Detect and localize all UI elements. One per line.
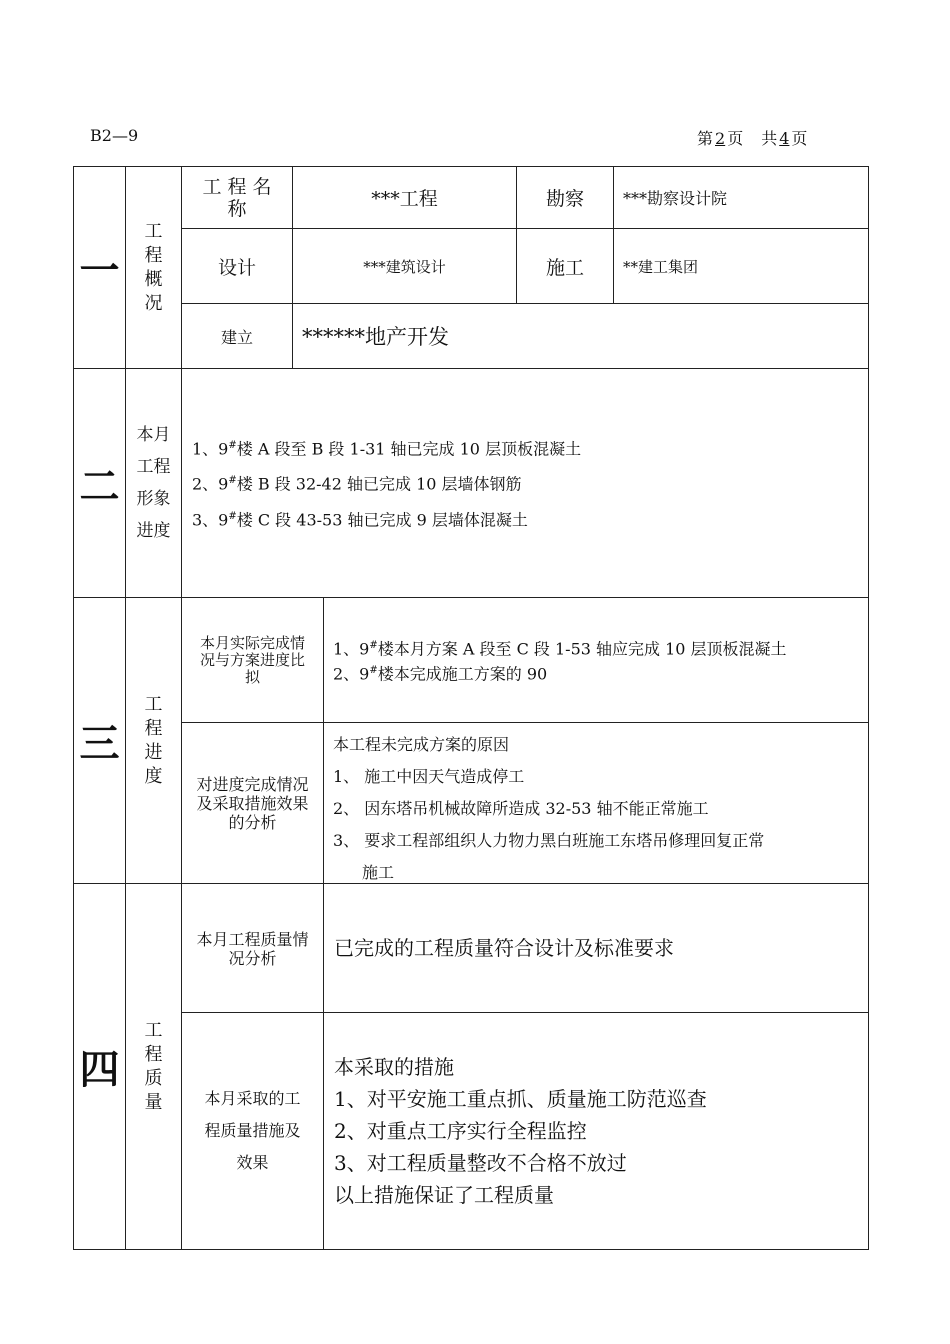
survey-label: 勘察 — [516, 166, 614, 229]
section3-row1-content — [323, 597, 869, 723]
progress-item: 3、9#楼 C 段 43-53 轴已完成 9 层墙体混凝土 — [192, 509, 528, 529]
section2-title-line: 形象 — [136, 489, 171, 509]
page-suffix: 页 — [791, 129, 808, 148]
design-value: ***建筑设计 — [292, 228, 517, 304]
plan-item: 2、9#楼本完成施工方案的 90 — [333, 664, 548, 684]
plan-item: 1、9#楼本月方案 A 段至 C 段 1-53 轴应完成 10 层顶板混凝土 — [333, 639, 787, 658]
quality-analysis: 已完成的工程质量符合设计及标准要求 — [334, 936, 674, 960]
design-label: 设计 — [181, 228, 293, 304]
project-name-label: 工 程 名 称 — [202, 175, 272, 220]
label-line: 本月采取的工 — [204, 1089, 301, 1108]
section3-title: 工程进度 — [144, 693, 163, 787]
progress-item: 1、9#楼 A 段至 B 段 1-31 轴已完成 10 层顶板混凝土 — [192, 439, 582, 459]
page-total: 4 — [779, 129, 790, 148]
section4-row2-content — [323, 1012, 869, 1250]
progress-item: 2、9#楼 B 段 32-42 轴已完成 10 层墙体钢筋 — [192, 474, 522, 494]
section2-content — [181, 368, 869, 598]
measure-line: 2、对重点工序实行全程监控 — [334, 1119, 587, 1143]
label-line: 效果 — [236, 1153, 269, 1172]
section3-row2-label-cell — [181, 722, 324, 884]
section2-title — [134, 419, 174, 547]
section4-row1-label: 本月工程质量情况分析 — [196, 930, 309, 968]
section3-row2-label: 对进度完成情况及采取措施效果的分析 — [196, 774, 309, 832]
section3-row2-content — [323, 722, 869, 884]
construction-label: 施工 — [516, 228, 614, 304]
page-total-prefix: 共 — [761, 129, 778, 148]
analysis-item: 1、 施工中因天气造成停工 — [333, 767, 525, 786]
section4-title-cell — [125, 883, 182, 1250]
section3-row1-label-cell — [181, 597, 324, 723]
measure-line: 本采取的措施 — [334, 1055, 454, 1079]
label-line: 程质量措施及 — [204, 1121, 301, 1140]
section4-row1-content — [323, 883, 869, 1013]
section3-number: 三 — [73, 597, 126, 884]
page-prefix: 第 — [697, 129, 714, 148]
section4-row1-label-cell — [181, 883, 324, 1013]
section4-number: 四 — [73, 883, 126, 1250]
builder-value: ******地产开发 — [292, 303, 869, 369]
construction-value: **建工集团 — [613, 228, 869, 304]
section1-number: 一 — [73, 166, 126, 369]
section4-row2-label — [204, 1083, 300, 1179]
section1-title: 工程概况 — [144, 220, 163, 314]
section3-title-cell — [125, 597, 182, 884]
page-indicator — [697, 126, 807, 149]
section1-title-cell — [125, 166, 182, 369]
page-middle: 页 — [727, 129, 744, 148]
measure-line: 1、对平安施工重点抓、质量施工防范巡查 — [334, 1087, 707, 1111]
form-code: B2—9 — [90, 126, 139, 145]
section4-title: 工程质量 — [144, 1019, 163, 1113]
section3-row1-label: 本月实际完成情况与方案进度比拟 — [200, 633, 306, 686]
page-current: 2 — [715, 129, 726, 148]
survey-value: ***勘察设计院 — [613, 166, 869, 229]
section4-row2-label-cell — [181, 1012, 324, 1250]
analysis-item: 3、 要求工程部组织人力物力黑白班施工东塔吊修理回复正常 — [333, 831, 765, 850]
analysis-continuation: 施工 — [362, 863, 395, 882]
section2-title-line: 进度 — [136, 521, 171, 541]
section2-number: 二 — [73, 368, 126, 598]
builder-label: 建立 — [181, 303, 293, 369]
analysis-intro: 本工程未完成方案的原因 — [333, 735, 510, 754]
project-name-value: ***工程 — [292, 166, 517, 229]
section2-title-cell — [125, 368, 182, 598]
project-name-label-cell — [181, 166, 293, 229]
measure-line: 3、对工程质量整改不合格不放过 — [334, 1151, 627, 1175]
analysis-item: 2、 因东塔吊机械故障所造成 32-53 轴不能正常施工 — [333, 799, 709, 818]
section2-title-line: 本月 — [136, 425, 171, 445]
measure-line: 以上措施保证了工程质量 — [334, 1183, 554, 1207]
section2-title-line: 工程 — [136, 457, 171, 477]
